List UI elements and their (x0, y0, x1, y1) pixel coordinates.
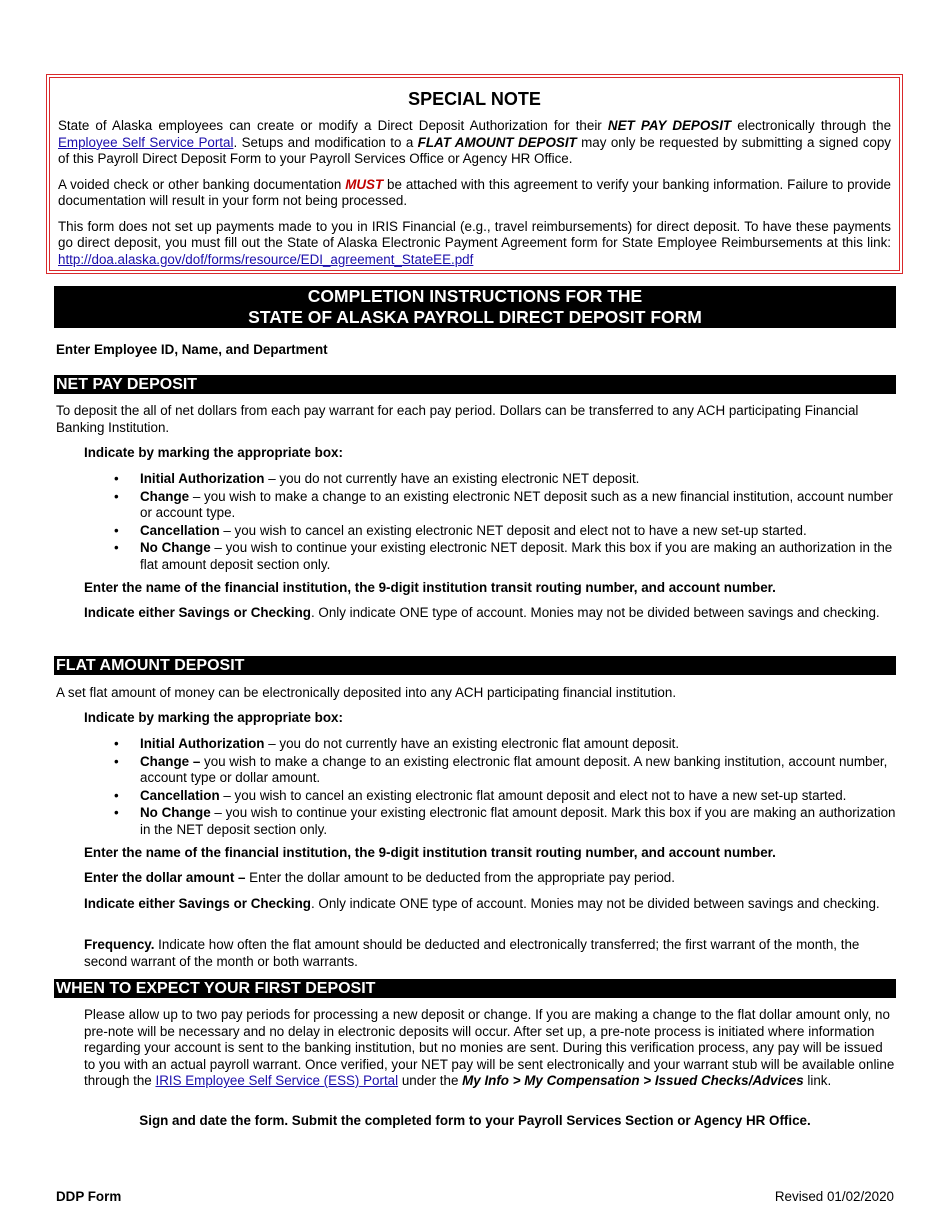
special-note-title: SPECIAL NOTE (408, 89, 541, 109)
net-indicate: Indicate by marking the appropriate box: (84, 445, 343, 460)
net-intro: To deposit the all of net dollars from each pay warrant for each pay period. Dollars can be transferred to any ACH participating Financial Banking Institution. (56, 403, 859, 435)
list-item: • No Change – you wish to continue your existing electronic NET deposit. Mark this box if you are making an authorization in the flat amount deposit section only. (84, 540, 896, 573)
flat-frequency: Frequency. Indicate how often the flat amount should be deducted and electronically transferred; the first warrant of the month, the second warrant of the month or both warrants. (84, 937, 860, 969)
list-item: • Change – you wish to make a change to an existing electronic NET deposit such as a new financial institution, account number or account type. (84, 489, 896, 522)
special-note-paragraph-3: This form does not set up payments made to you in IRIS Financial (e.g., travel reimbursements) for direct deposit. To have these payments go direct deposit, you must fill out the State of Alaska Electronic Payment Agreement form for State Employee Reimbursements at this link: http://doa.alaska.gov/dof/forms/resource/EDI_agreement_StateEE.pdf (58, 218, 891, 267)
list-item: • Initial Authorization – you do not currently have an existing electronic NET deposit. (84, 471, 896, 488)
net-pay-deposit-heading: NET PAY DEPOSIT (54, 375, 896, 394)
edi-agreement-link[interactable]: http://doa.alaska.gov/dof/forms/resource/EDI_agreement_StateEE.pdf (58, 251, 474, 267)
banner-line-1: COMPLETION INSTRUCTIONS FOR THE (307, 286, 643, 306)
sign-instruction: Sign and date the form. Submit the completed form to your Payroll Services Section or Agency HR Office. (139, 1113, 811, 1128)
list-item: • Initial Authorization – you do not currently have an existing electronic flat amount deposit. (84, 736, 896, 753)
first-deposit-paragraph: Please allow up to two pay periods for processing a new deposit or change. If you are making a change to the flat dollar amount only, no pre-note will be necessary and no delay in electronic deposits will occur. After set up, a pre-note process is initiated where information regarding your account is sent to the banking institution, but no monies are sent. During this verification process, any pay will be issued to you with an actual payroll warrant. Once verified, your NET pay will be sent electronically and your warrant stub will be available online through the IRIS Employee Self Service (ESS) Portal under the My Info > My Compensation > Issued Checks/Advices link. (84, 1007, 895, 1088)
flat-options-list (84, 736, 896, 839)
enter-employee-instruction: Enter Employee ID, Name, and Department (56, 342, 328, 357)
flat-savings-checking: Indicate either Savings or Checking. Only indicate ONE type of account. Monies may not be divided between savings and checking. (84, 896, 880, 911)
completion-instructions-banner (54, 286, 896, 328)
flat-intro: A set flat amount of money can be electronically deposited into any ACH participating financial institution. (56, 685, 677, 700)
list-item: • Cancellation – you wish to cancel an existing electronic NET deposit and elect not to have a new set-up started. (84, 523, 896, 540)
net-enter-institution: Enter the name of the financial institution, the 9-digit institution transit routing number, and account number. (84, 580, 776, 595)
list-item: • No Change – you wish to continue your existing electronic flat amount deposit. Mark this box if you are making an authorization in the NET deposit section only. (84, 805, 896, 838)
footer-form-name: DDP Form (56, 1189, 122, 1204)
must-emphasis: MUST (345, 176, 384, 192)
flat-indicate: Indicate by marking the appropriate box: (84, 710, 343, 725)
special-note-paragraph-2: A voided check or other banking documentation MUST be attached with this agreement to verify your banking information. Failure to provide documentation will result in your form not being processed. (58, 176, 891, 208)
list-item: • Change – you wish to make a change to an existing electronic flat amount deposit. A new banking institution, account number, account type or dollar amount. (84, 754, 896, 787)
net-options-list (84, 471, 896, 574)
flat-enter-institution: Enter the name of the financial institution, the 9-digit institution transit routing number, and account number. (84, 845, 776, 860)
list-item: • Cancellation – you wish to cancel an existing electronic flat amount deposit and elect not to have a new set-up started. (84, 788, 896, 805)
net-savings-checking: Indicate either Savings or Checking. Only indicate ONE type of account. Monies may not be divided between savings and checking. (84, 605, 880, 620)
flat-dollar-amount: Enter the dollar amount – Enter the dollar amount to be deducted from the appropriate pay period. (84, 870, 675, 885)
iris-ess-portal-link[interactable]: IRIS Employee Self Service (ESS) Portal (155, 1073, 399, 1088)
banner-line-2: STATE OF ALASKA PAYROLL DIRECT DEPOSIT FORM (248, 307, 702, 327)
employee-self-service-link[interactable]: Employee Self Service Portal (58, 134, 234, 150)
special-note-paragraph-1: State of Alaska employees can create or modify a Direct Deposit Authorization for their NET PAY DEPOSIT electronically through the Employee Self Service Portal. Setups and modification to a FLAT AMOUNT DEPOSIT may only be requested by submitting a signed copy of this Payroll Direct Deposit Form to your Payroll Services Office or Agency HR Office. (58, 118, 892, 166)
special-note-box (46, 74, 903, 274)
footer-revision-date: Revised 01/02/2020 (774, 1189, 894, 1204)
first-deposit-heading: WHEN TO EXPECT YOUR FIRST DEPOSIT (54, 979, 896, 998)
flat-amount-deposit-heading: FLAT AMOUNT DEPOSIT (54, 656, 896, 675)
